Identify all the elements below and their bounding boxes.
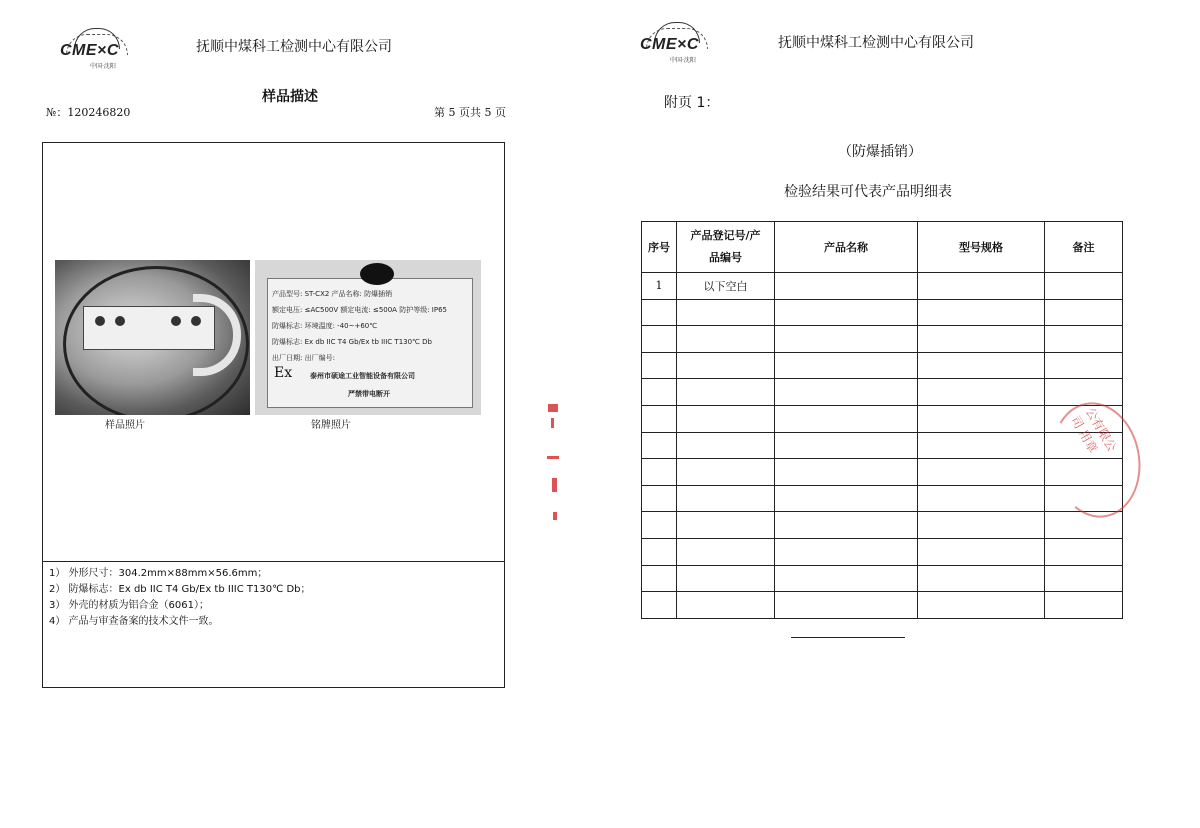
cell-model-spec xyxy=(918,273,1045,300)
table-cell xyxy=(677,485,775,512)
seam-stamp-mark xyxy=(553,512,557,520)
table-row xyxy=(642,459,1123,486)
nameplate-line-5: 出厂日期: 出厂编号: xyxy=(272,354,335,362)
table-cell xyxy=(775,459,918,486)
table-cell xyxy=(1045,326,1123,353)
note-item: 3） 外壳的材质为铝合金（6061）； xyxy=(49,600,209,611)
table-row xyxy=(642,512,1123,539)
table-cell xyxy=(677,538,775,565)
company-name-left: 抚顺中煤科工检测中心有限公司 xyxy=(196,39,392,55)
table-cell xyxy=(642,352,677,379)
nameplate-line-2: 额定电压: ≤AC500V 额定电流: ≤500A 防护等级: IP65 xyxy=(272,306,447,314)
end-line xyxy=(791,637,905,638)
table-cell xyxy=(775,432,918,459)
table-cell xyxy=(918,538,1045,565)
table-cell xyxy=(775,485,918,512)
table-row xyxy=(642,405,1123,432)
table-row xyxy=(642,432,1123,459)
table-cell xyxy=(775,326,918,353)
table-cell xyxy=(677,352,775,379)
table-cell xyxy=(1045,592,1123,619)
cme-logo-left xyxy=(60,28,140,68)
nameplate-photo-caption: 铭牌照片 xyxy=(311,420,351,431)
table-cell xyxy=(677,459,775,486)
seam-stamp-mark xyxy=(551,418,554,428)
table-cell xyxy=(918,299,1045,326)
company-name-right: 抚顺中煤科工检测中心有限公司 xyxy=(778,35,974,51)
table-row xyxy=(642,299,1123,326)
table-cell xyxy=(918,326,1045,353)
table-cell xyxy=(775,538,918,565)
nameplate xyxy=(267,278,473,408)
table-cell xyxy=(642,432,677,459)
product-name-heading: （防爆插销） xyxy=(838,144,922,160)
note-item: 1） 外形尺寸：304.2mm×88mm×56.6mm； xyxy=(49,568,268,579)
table-cell xyxy=(677,379,775,406)
header-product-name: 产品名称 xyxy=(775,222,918,273)
sample-photo-caption: 样品照片 xyxy=(105,420,145,431)
product-detail-table xyxy=(641,221,1123,619)
table-cell xyxy=(642,405,677,432)
table-cell xyxy=(677,299,775,326)
table-cell xyxy=(918,432,1045,459)
logo-subtext: 中国·沈阳 xyxy=(670,57,696,64)
cell-index: 1 xyxy=(642,273,677,300)
cell-remarks xyxy=(1045,273,1123,300)
table-header-row xyxy=(642,222,1123,273)
table-cell xyxy=(642,459,677,486)
cme-logo-right xyxy=(640,22,720,62)
header-remarks: 备注 xyxy=(1045,222,1123,273)
table-cell xyxy=(677,512,775,539)
table-cell xyxy=(918,352,1045,379)
table-row xyxy=(642,485,1123,512)
table-cell xyxy=(918,592,1045,619)
table-cell xyxy=(775,379,918,406)
table-cell xyxy=(1045,299,1123,326)
cell-product-name xyxy=(775,273,918,300)
table-row xyxy=(642,326,1123,353)
appendix-label: 附页 1： xyxy=(664,95,720,111)
table-cell xyxy=(918,485,1045,512)
header-registration-no xyxy=(677,222,775,273)
table-cell xyxy=(677,326,775,353)
logo-subtext: 中国·沈阳 xyxy=(90,63,116,70)
table-cell xyxy=(918,565,1045,592)
table-cell xyxy=(775,565,918,592)
sample-photo xyxy=(55,260,250,415)
nameplate-line-3: 防爆标志: 环境温度: -40~+60℃ xyxy=(272,322,378,330)
table-row xyxy=(642,352,1123,379)
table-row xyxy=(642,538,1123,565)
table-cell xyxy=(1045,379,1123,406)
nameplate-ex-mark: Ex xyxy=(274,365,293,381)
logo-text: CME×C xyxy=(640,36,699,53)
table-cell xyxy=(1045,538,1123,565)
nameplate-warning: 严禁带电断开 xyxy=(348,390,390,398)
sample-description-frame xyxy=(42,142,505,688)
table-cell xyxy=(677,432,775,459)
table-row xyxy=(642,592,1123,619)
nameplate-maker: 泰州市硕途工业智能设备有限公司 xyxy=(310,372,415,380)
table-cell xyxy=(918,379,1045,406)
nameplate-line-1: 产品型号: ST-CX2 产品名称: 防爆插销 xyxy=(272,290,393,298)
table-row xyxy=(642,565,1123,592)
table-cell xyxy=(642,299,677,326)
table-cell xyxy=(642,512,677,539)
table-cell xyxy=(642,565,677,592)
note-item: 4） 产品与审查备案的技术文件一致。 xyxy=(49,616,219,627)
seam-stamp-mark xyxy=(552,478,557,492)
table-cell xyxy=(1045,352,1123,379)
table-cell xyxy=(918,512,1045,539)
table-title: 检验结果可代表产品明细表 xyxy=(784,184,952,200)
table-cell xyxy=(775,299,918,326)
table-cell xyxy=(918,405,1045,432)
table-cell xyxy=(918,459,1045,486)
page-title-left: 样品描述 xyxy=(262,89,318,105)
table-cell xyxy=(642,592,677,619)
table-cell xyxy=(775,352,918,379)
table-cell xyxy=(677,565,775,592)
page-info: 第 5 页共 5 页 xyxy=(434,106,506,119)
table-cell xyxy=(642,326,677,353)
cell-registration-no: 以下空白 xyxy=(677,273,775,300)
table-cell xyxy=(775,405,918,432)
notes-list xyxy=(49,566,311,630)
table-cell xyxy=(677,405,775,432)
logo-text: CME×C xyxy=(60,42,119,59)
header-line: 产品登记号/产 xyxy=(690,229,761,242)
table-cell xyxy=(1045,565,1123,592)
header-line: 品编号 xyxy=(709,251,742,264)
header-model-spec: 型号规格 xyxy=(918,222,1045,273)
seam-stamp-mark xyxy=(548,404,558,412)
table-row xyxy=(642,273,1123,300)
table-cell xyxy=(677,592,775,619)
table-cell xyxy=(775,512,918,539)
table-cell xyxy=(642,485,677,512)
table-row xyxy=(642,379,1123,406)
company-seal-text: 公有限公司 用章 xyxy=(1068,405,1119,456)
table-cell xyxy=(642,538,677,565)
table-cell xyxy=(775,592,918,619)
nameplate-line-4: 防爆标志: Ex db IIC T4 Gb/Ex tb IIIC T130℃ Db xyxy=(272,338,432,346)
table-cell xyxy=(642,379,677,406)
header-index: 序号 xyxy=(642,222,677,273)
report-number: №：120246820 xyxy=(46,106,131,119)
seam-stamp-mark xyxy=(547,456,559,459)
note-item: 2） 防爆标志：Ex db IIC T4 Gb/Ex tb IIIC T130℃ Db； xyxy=(49,584,311,595)
nameplate-photo xyxy=(255,260,481,415)
